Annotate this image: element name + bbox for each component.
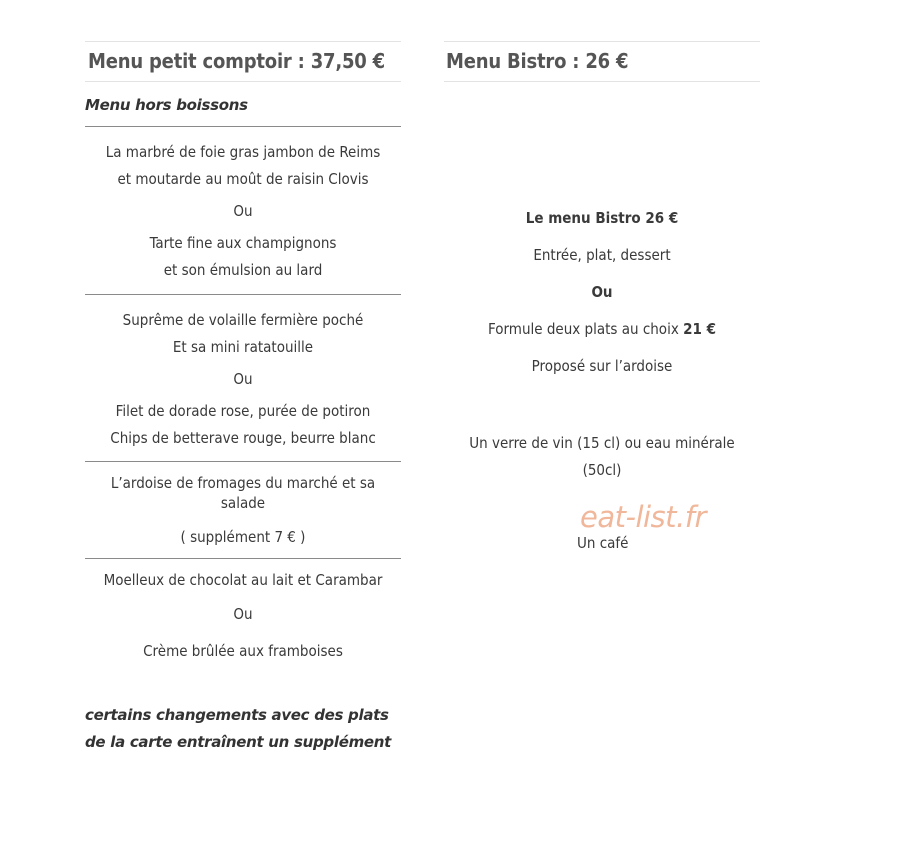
supplement-note: ( supplément 7 € ) [180,528,306,546]
bistro-menu-label: Le menu Bistro 26 € [525,209,679,227]
drink-line: Un verre de vin (15 cl) ou eau minérale [469,434,735,452]
drink-info [444,430,760,484]
mains-section [85,295,401,461]
item-line: La marbré de foie gras jambon de Reims [105,143,381,161]
menu-item [85,307,401,361]
menu-bistro [444,41,760,484]
item-line: Moelleux de chocolat au lait et Carambar [103,571,383,589]
item-line: et son émulsion au lard [163,261,323,279]
bistro-proposal: Proposé sur l’ardoise [531,357,673,375]
item-line: L’ardoise de fromages du marché et sa [110,474,376,492]
item-line: et moutarde au moût de raisin Clovis [117,170,369,188]
footnote-line: certains changements avec des plats [85,706,389,724]
or-label: Ou [591,283,613,301]
menu-petit-comptoir [85,41,401,756]
item-line: Chips de betterave rouge, beurre blanc [110,429,376,447]
cheese-section [85,462,401,558]
drink-line: (50cl) [582,461,622,479]
menu-title: Menu petit comptoir : 37,50 € [85,41,401,82]
watermark-logo: eat-list.fr [580,500,706,534]
item-line: Tarte fine aux champignons [149,234,337,252]
menu-title: Menu Bistro : 26 € [444,41,760,82]
formula-price: 21 € [683,320,716,338]
desserts-section [85,559,401,661]
starters-section [85,127,401,294]
item-line: Filet de dorade rose, purée de potiron [115,402,371,420]
formula-text: Formule deux plats au choix [488,320,684,338]
menu-subtitle: Menu hors boissons [85,96,248,114]
item-line: salade [220,494,266,512]
menu-item [85,230,401,284]
supplement-footnote [85,702,401,756]
or-label: Ou [233,202,253,220]
footnote-line: de la carte entraînent un supplément [85,733,392,751]
bistro-courses: Entrée, plat, dessert [533,246,671,264]
item-line: Et sa mini ratatouille [172,338,314,356]
bistro-formula [444,319,760,339]
menu-item [85,398,401,452]
menu-item [85,139,401,193]
coffee-item: Un café [577,534,629,552]
bistro-details [444,208,760,484]
or-label: Ou [233,370,253,388]
item-line: Crème brûlée aux framboises [143,642,343,660]
or-label: Ou [233,605,253,623]
item-line: Suprême de volaille fermière poché [122,311,364,329]
